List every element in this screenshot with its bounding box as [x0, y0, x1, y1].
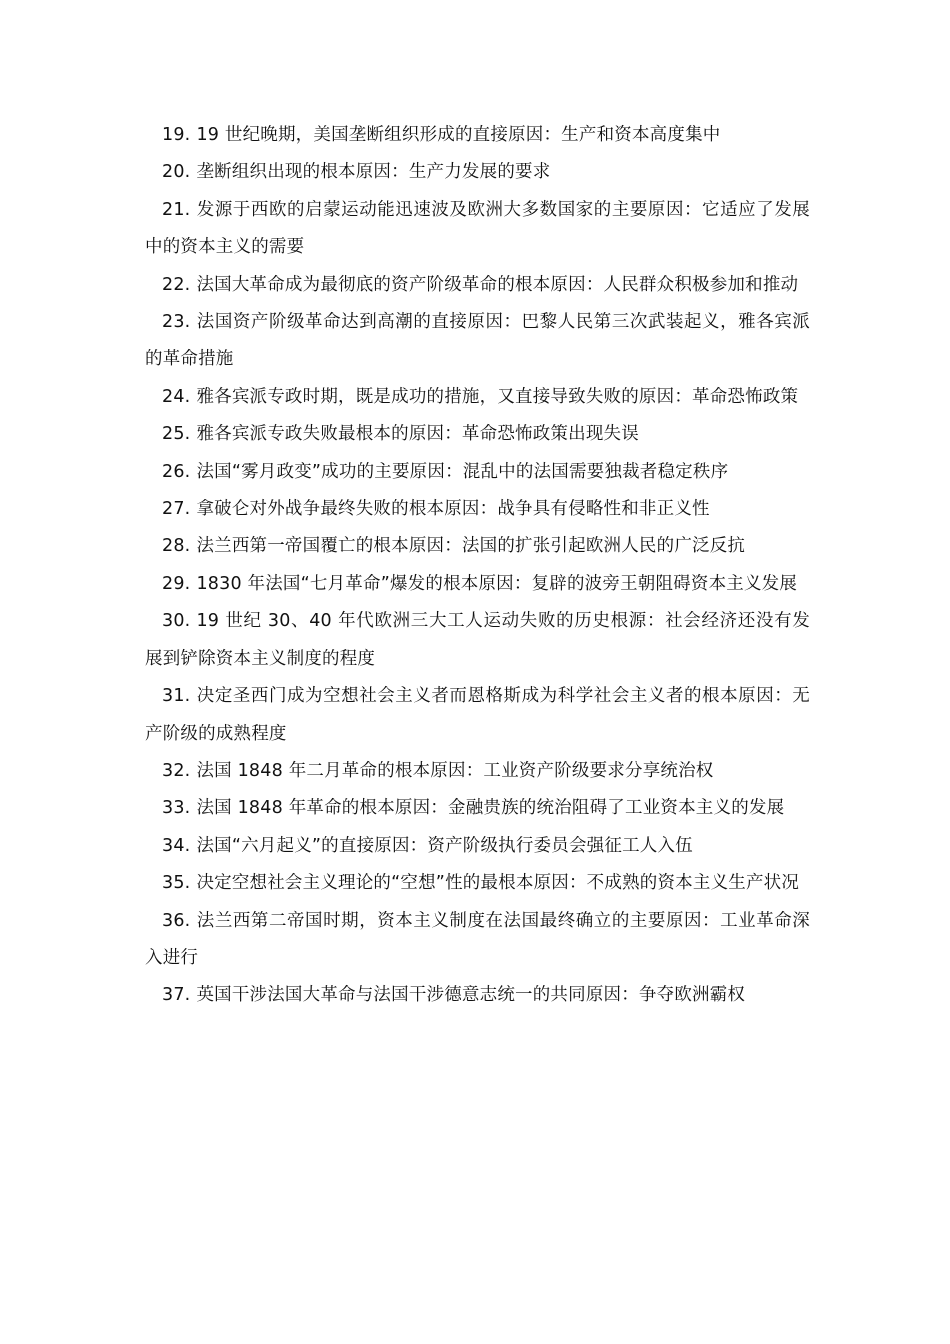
item-number: 31. — [162, 686, 191, 707]
list-item — [145, 528, 810, 565]
item-number: 32. — [162, 760, 191, 781]
list-item — [145, 379, 810, 416]
item-text: 19 世纪 30、40 年代欧洲三大工人运动失败的历史根源：社会经济还没有发展到铲除资本主义制度的程度 — [145, 611, 810, 669]
item-text: 垄断组织出现的根本原因：生产力发展的要求 — [196, 162, 551, 183]
item-number: 36. — [162, 910, 191, 931]
list-item — [145, 603, 810, 678]
item-number: 28. — [162, 536, 191, 557]
list-item — [145, 865, 810, 902]
item-text: 拿破仑对外战争最终失败的根本原因：战争具有侵略性和非正义性 — [196, 499, 710, 520]
item-number: 25. — [162, 424, 191, 445]
item-number: 27. — [162, 499, 191, 520]
item-text: 法国大革命成为最彻底的资产阶级革命的根本原因：人民群众积极参加和推动 — [196, 274, 799, 295]
list-item — [145, 267, 810, 304]
item-text: 英国干涉法国大革命与法国干涉德意志统一的共同原因：争夺欧洲霸权 — [196, 985, 746, 1006]
item-number: 24. — [162, 386, 191, 407]
item-text: 法国 1848 年二月革命的根本原因：工业资产阶级要求分享统治权 — [196, 760, 714, 781]
item-text: 法兰西第一帝国覆亡的根本原因：法国的扩张引起欧洲人民的广泛反抗 — [196, 536, 746, 557]
list-item — [145, 304, 810, 379]
list-item — [145, 903, 810, 978]
item-number: 22. — [162, 274, 191, 295]
item-text: 1830 年法国“七月革命”爆发的根本原因：复辟的波旁王朝阻碍资本主义发展 — [196, 573, 798, 594]
item-number: 34. — [162, 835, 191, 856]
item-text: 法兰西第二帝国时期，资本主义制度在法国最终确立的主要原因：工业革命深入进行 — [145, 910, 810, 968]
item-number: 30. — [162, 611, 191, 632]
item-text: 决定圣西门成为空想社会主义者而恩格斯成为科学社会主义者的根本原因：无产阶级的成熟程度 — [145, 686, 810, 744]
item-number: 19. — [162, 125, 191, 145]
list-item — [145, 416, 810, 453]
item-text: 决定空想社会主义理论的“空想”性的最根本原因：不成熟的资本主义生产状况 — [196, 873, 800, 894]
item-number: 23. — [162, 312, 191, 333]
item-text: 法国资产阶级革命达到高潮的直接原因：巴黎人民第三次武装起义，雅各宾派的革命措施 — [145, 312, 810, 370]
list-item — [145, 977, 810, 1014]
list-item — [145, 566, 810, 603]
item-text: 雅各宾派专政时期，既是成功的措施，又直接导致失败的原因：革命恐怖政策 — [196, 386, 799, 407]
list-item — [145, 828, 810, 865]
item-text: 雅各宾派专政失败最根本的原因：革命恐怖政策出现失误 — [196, 424, 639, 445]
item-text: 法国“雾月政变”成功的主要原因：混乱中的法国需要独裁者稳定秩序 — [196, 461, 729, 482]
list-item — [145, 678, 810, 753]
item-number: 26. — [162, 461, 191, 482]
list-item — [145, 491, 810, 528]
list-item — [145, 454, 810, 491]
list-item — [145, 192, 810, 267]
item-text: 19 世纪晚期，美国垄断组织形成的直接原因：生产和资本高度集中 — [196, 125, 721, 145]
document-body — [145, 117, 810, 1015]
item-text: 法国 1848 年革命的根本原因：金融贵族的统治阻碍了工业资本主义的发展 — [196, 798, 785, 819]
item-number: 37. — [162, 985, 191, 1006]
item-number: 33. — [162, 798, 191, 819]
list-item — [145, 753, 810, 790]
item-number: 29. — [162, 573, 191, 594]
list-item — [145, 117, 810, 154]
list-item — [145, 154, 810, 191]
list-item — [145, 790, 810, 827]
item-number: 35. — [162, 873, 191, 894]
item-text: 发源于西欧的启蒙运动能迅速波及欧洲大多数国家的主要原因：它适应了发展中的资本主义的需要 — [145, 199, 810, 258]
item-number: 20. — [162, 162, 191, 183]
item-text: 法国“六月起义”的直接原因：资产阶级执行委员会强征工人入伍 — [196, 835, 693, 856]
item-number: 21. — [162, 199, 191, 220]
